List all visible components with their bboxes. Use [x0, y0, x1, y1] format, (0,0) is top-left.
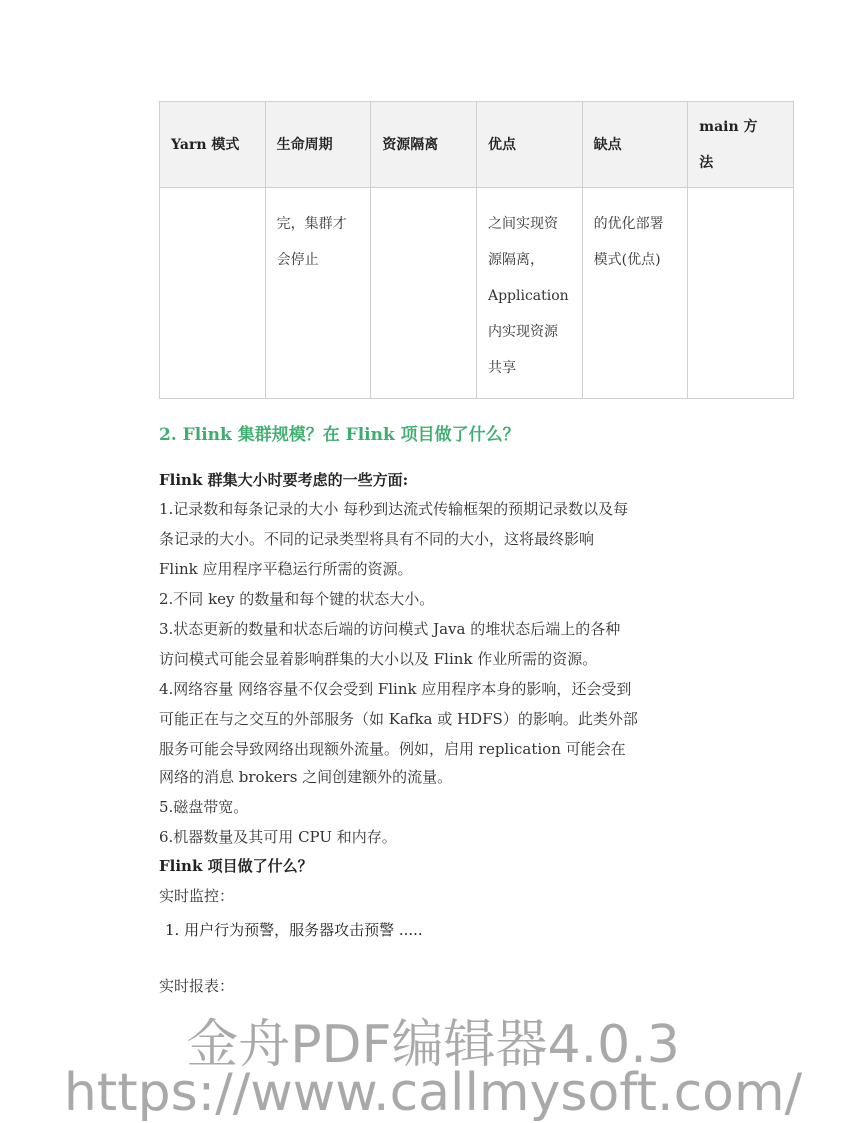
header-lifecycle: 生命周期 [265, 102, 371, 188]
realtime-monitor-label: 实时监控： [159, 887, 235, 905]
section-title: 2. Flink 集群规模？在 Flink 项目做了什么？ [159, 425, 520, 445]
table-row [160, 188, 794, 399]
body-line: 网络的消息 brokers 之间创建额外的流量。 [159, 768, 453, 786]
header-main-method-line: main 方 [699, 118, 758, 135]
cell-text-line: 源隔离， [487, 252, 544, 268]
cell-text-line: Application [487, 288, 569, 304]
cell-resource-isolation [371, 188, 477, 399]
watermark-product: 金舟PDF编辑器4.0.3 [186, 1015, 680, 1075]
watermark-url: https://www.callmysoft.com/ [63, 1063, 803, 1123]
cell-yarn-mode [160, 188, 266, 399]
header-yarn-mode: Yarn 模式 [160, 102, 266, 188]
body-line: 可能正在与之交互的外部服务（如 Kafka 或 HDFS）的影响。此类外部 [159, 710, 638, 728]
body-line: 2.不同 key 的数量和每个键的状态大小。 [159, 590, 435, 608]
body-line: 条记录的大小。不同的记录类型将具有不同的大小，这将最终影响 [159, 530, 595, 548]
header-cons: 缺点 [582, 102, 688, 188]
cell-lifecycle [265, 188, 371, 399]
body-line: 服务可能会导致网络出现额外流量。例如，启用 replication 可能会在 [159, 740, 626, 758]
comparison-table-container [159, 101, 794, 399]
cell-main-method [688, 188, 794, 399]
body-line: 5.磁盘带宽。 [159, 798, 249, 816]
header-pros: 优点 [476, 102, 582, 188]
cell-text-line: 的优化部署 [593, 216, 664, 232]
yarn-mode-table [159, 101, 794, 399]
body-line: 1.记录数和每条记录的大小 每秒到达流式传输框架的预期记录数以及每 [159, 500, 629, 518]
header-main-method [688, 102, 794, 188]
cell-text-line: 之间实现资 [487, 216, 558, 232]
body-line: 6.机器数量及其可用 CPU 和内存。 [159, 828, 397, 846]
cell-pros [476, 188, 582, 399]
cell-text-line: 模式(优点) [593, 252, 661, 268]
realtime-report-label: 实时报表： [159, 977, 235, 995]
body-line: 4.网络容量 网络容量不仅会受到 Flink 应用程序本身的影响，还会受到 [159, 680, 632, 698]
body-line: Flink 应用程序平稳运行所需的资源。 [159, 560, 413, 578]
cell-text-line: 共享 [487, 360, 516, 376]
header-main-method-line: 法 [699, 154, 714, 171]
body-line: 访问模式可能会显着影响群集的大小以及 Flink 作业所需的资源。 [159, 650, 598, 668]
header-resource-isolation: 资源隔离 [371, 102, 477, 188]
list-item: 1. 用户行为预警，服务器攻击预警 ..... [165, 921, 423, 939]
cell-text-line: 会停止 [276, 252, 319, 268]
subheading-project-work: Flink 项目做了什么？ [159, 857, 313, 875]
subheading-cluster-size: Flink 群集大小时要考虑的一些方面: [159, 471, 409, 489]
cell-text-line: 内实现资源 [487, 324, 558, 340]
table-header-row [160, 102, 794, 188]
cell-cons [582, 188, 688, 399]
cell-text-line: 完，集群才 [276, 216, 347, 232]
body-line: 3.状态更新的数量和状态后端的访问模式 Java 的堆状态后端上的各种 [159, 620, 621, 638]
